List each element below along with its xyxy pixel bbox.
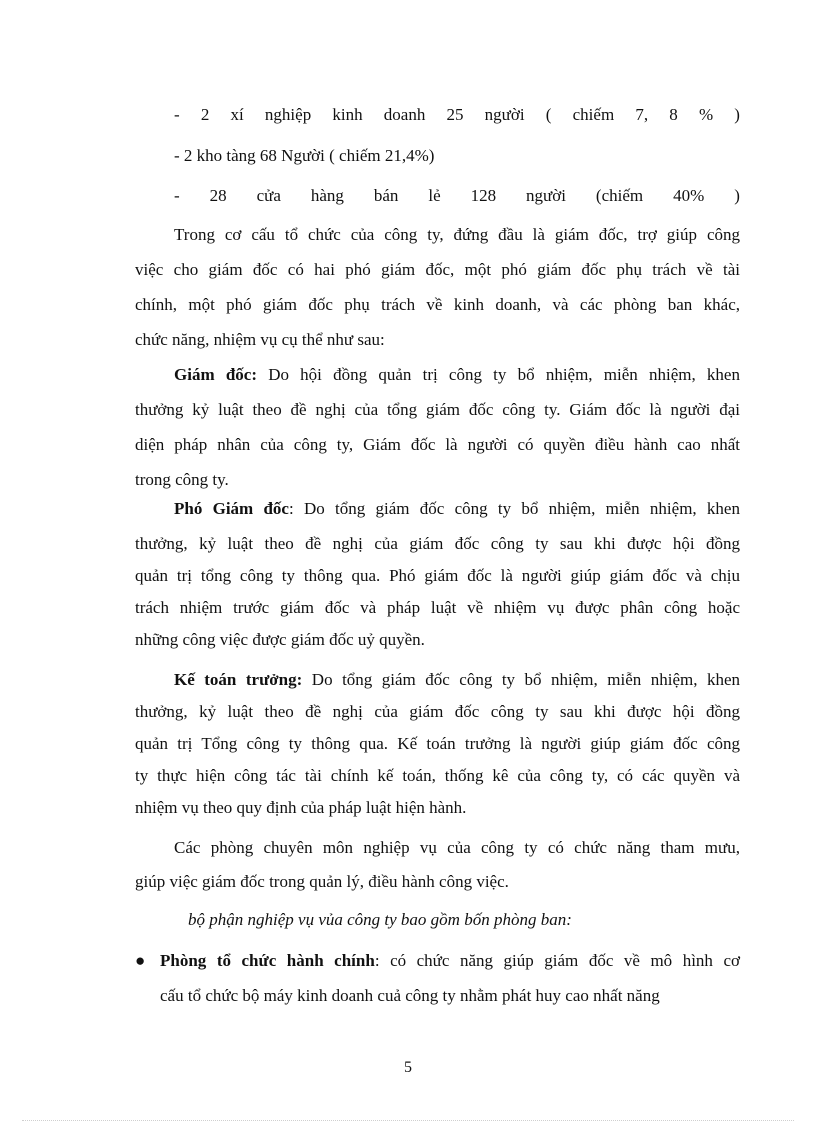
paragraph-line: nhiệm vụ theo quy định của pháp luật hiện hành.: [135, 798, 467, 817]
paragraph-line: diện pháp nhân của công ty, Giám đốc là người có quyền điều hành cao nhất: [135, 435, 740, 454]
word: -: [174, 186, 180, 205]
paragraph-line: quản trị Tổng công ty thông qua. Kế toán trưởng là người giúp giám đốc công: [135, 734, 740, 753]
dash-line-1: [174, 104, 740, 126]
paragraph-line: việc cho giám đốc có hai phó giám đốc, một phó giám đốc phụ trách về tài: [135, 260, 740, 279]
word: 7,: [635, 105, 649, 124]
word: 2: [200, 105, 210, 124]
page-number: 5: [404, 1059, 412, 1076]
paragraph-line: Trong cơ cấu tổ chức của công ty, đứng đầu là giám đốc, trợ giúp công: [174, 225, 740, 244]
word: (: [545, 105, 552, 124]
bullet-line: cấu tổ chức bộ máy kinh doanh cuả công ty nhằm phát huy cao nhất năng: [160, 986, 660, 1005]
paragraph-line: Các phòng chuyên môn nghiệp vụ của công ty có chức năng tham mưu,: [174, 838, 740, 857]
paragraph-line: ty thực hiện công tác tài chính kế toán, thống kê của công ty, có các quyền và: [135, 766, 740, 785]
word: bán: [373, 186, 399, 205]
italic-line: bộ phận nghiệp vụ vủa công ty bao gồm bốn phòng ban:: [188, 910, 572, 929]
word: %: [698, 105, 714, 124]
bullet-line: [160, 950, 740, 972]
term-label: Phòng tổ chức hành chính: [160, 951, 375, 970]
word: -: [174, 105, 180, 124]
paragraph-line: quản trị tổng công ty thông qua. Phó giám đốc là người giúp giám đốc và chịu: [135, 566, 740, 585]
paragraph-line: chức năng, nhiệm vụ cụ thể như sau:: [135, 330, 385, 349]
word: doanh: [383, 105, 426, 124]
bullet-dot-icon: ●: [135, 951, 146, 970]
word: ): [734, 186, 740, 205]
word: 25: [446, 105, 464, 124]
word: kinh: [332, 105, 363, 124]
term-label: Phó Giám đốc: [174, 499, 289, 518]
word: nghiệp: [264, 105, 312, 124]
paragraph-line: trong công ty.: [135, 470, 229, 489]
word: chiếm: [572, 105, 615, 124]
word: lẻ: [428, 186, 441, 205]
term-label: Giám đốc:: [174, 365, 257, 384]
word: ): [734, 105, 740, 124]
page-break-divider: [22, 1120, 794, 1121]
word: cửa: [256, 186, 281, 205]
word: người: [484, 105, 525, 124]
text: Do tổng giám đốc công ty bổ nhiệm, miễn nhiệm, khen: [302, 670, 741, 689]
word: 28: [209, 186, 227, 205]
paragraph-line: thưởng, kỷ luật theo đề nghị của giám đốc công ty sau khi được hội đồng: [135, 702, 740, 721]
text: Do hội đồng quản trị công ty bổ nhiệm, miễn nhiệm, khen: [256, 365, 740, 384]
word: hàng: [310, 186, 344, 205]
word: (chiếm: [595, 186, 644, 205]
word: xí: [230, 105, 244, 124]
paragraph-line: chính, một phó giám đốc phụ trách về kinh doanh, và các phòng ban khác,: [135, 295, 740, 314]
dash-line-2: - 2 kho tàng 68 Người ( chiếm 21,4%): [174, 146, 435, 165]
paragraph-line: thưởng kỷ luật theo đề nghị của tổng giám đốc công ty. Giám đốc là người đại: [135, 400, 740, 419]
paragraph-line: trách nhiệm trước giám đốc và pháp luật về nhiệm vụ được phân công hoặc: [135, 598, 740, 617]
paragraph-line: [174, 498, 740, 520]
term-label: Kế toán trưởng:: [174, 670, 303, 689]
word: 40%: [673, 186, 705, 205]
word: người: [526, 186, 566, 205]
paragraph-line: thưởng, kỷ luật theo đề nghị của giám đốc công ty sau khi được hội đồng: [135, 534, 740, 553]
paragraph-line: [174, 669, 740, 691]
text: : Do tổng giám đốc công ty bổ nhiệm, miễn nhiệm, khen: [288, 499, 740, 518]
paragraph-line: [174, 364, 740, 386]
text: : có chức năng giúp giám đốc về mô hình cơ: [374, 951, 740, 970]
word: 8: [669, 105, 678, 124]
word: 128: [470, 186, 497, 205]
paragraph-line: giúp việc giám đốc trong quản lý, điều hành công việc.: [135, 872, 509, 891]
paragraph-line: những công việc được giám đốc uỷ quyền.: [135, 630, 425, 649]
dash-line-3: [174, 185, 740, 207]
